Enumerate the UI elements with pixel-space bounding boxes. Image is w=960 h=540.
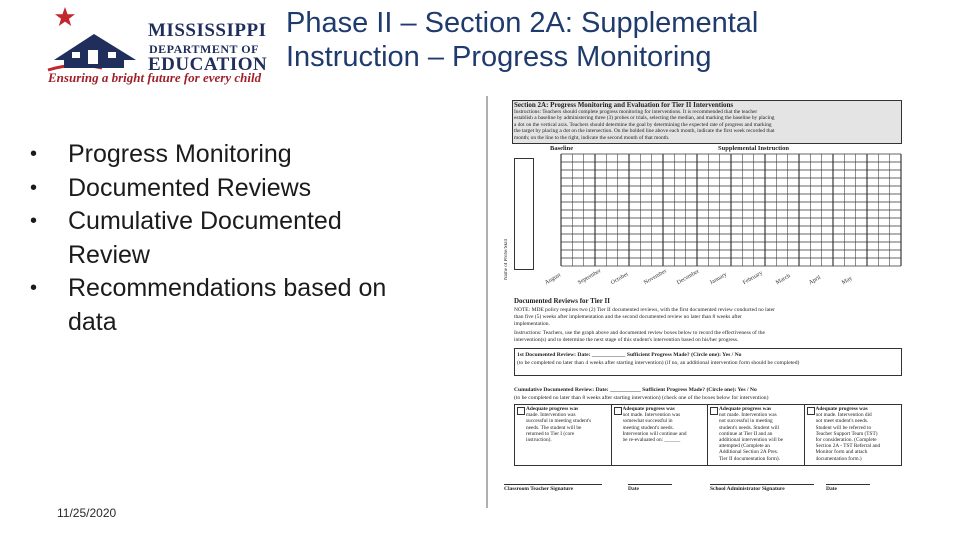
option-line: Adequate progress was xyxy=(815,406,868,412)
option-line: not successful in meeting xyxy=(719,418,773,425)
option-line: documentation form.) xyxy=(815,455,862,462)
bullet-text-continued: Review xyxy=(68,240,150,269)
slide-title xyxy=(286,6,926,74)
signature-label: Date xyxy=(628,486,639,492)
option-checkbox[interactable] xyxy=(807,407,815,415)
signature-line xyxy=(826,484,870,485)
month-label: February xyxy=(742,270,764,287)
month-label: August xyxy=(544,272,563,287)
first-review-line: 1st Documented Review: Date: ____________ Sufficient Progress Made? (Circle one): Yes / No xyxy=(517,352,742,358)
bullet-marker: • xyxy=(30,143,38,165)
bullet-marker: • xyxy=(30,277,38,299)
logo-tagline: Ensuring a bright future for every child xyxy=(48,70,262,85)
options-divider xyxy=(707,404,708,466)
slide-date: 11/25/2020 xyxy=(57,506,117,520)
option-checkbox[interactable] xyxy=(710,407,718,415)
bullet-item xyxy=(28,272,448,339)
signature-label: Date xyxy=(826,486,837,492)
bullet-item xyxy=(28,172,448,206)
logo-line-3: EDUCATION xyxy=(148,54,268,75)
option-line: Additional Section 2A Pres. xyxy=(719,449,779,456)
document-instruction-line: a dot on the vertical axis. Teachers should determine the goal by determining the expected rate of progress and marking xyxy=(514,121,772,128)
document-image xyxy=(486,96,906,508)
option-line: student's needs. Student will xyxy=(719,424,780,431)
option-line: continue at Tier II and an xyxy=(719,430,773,437)
signature-label: Classroom Teacher Signature xyxy=(504,486,574,492)
options-divider xyxy=(611,404,612,466)
month-label: November xyxy=(643,268,668,287)
option-line: for consideration. (Complete xyxy=(815,437,877,443)
reviews-note-line: than five (5) weeks after implementation and the second documented review no later than 8 weeks after xyxy=(514,314,742,320)
bullet-text: Progress Monitoring xyxy=(68,140,292,168)
reviews-instruction-line: intervention(s) and to determine the next stage of this student's intervention based on his/her progress. xyxy=(514,337,739,343)
option-line: Adequate progress was xyxy=(719,406,772,412)
signature-label: School Administrator Signature xyxy=(710,486,785,492)
bullet-item xyxy=(28,205,448,272)
month-label: January xyxy=(709,271,729,287)
signature-line xyxy=(628,484,672,485)
logo-line-1: MISSISSIPPI xyxy=(148,20,267,41)
option-line: not made. Intervention was xyxy=(622,412,681,419)
option-line: successful in meeting student's xyxy=(526,418,592,425)
reviews-instruction-line: Instructions: Teachers, use the graph above and documented review boxes below to record the effectiveness of the xyxy=(514,330,765,336)
document-instruction-line: month; on the line to the right, indicate the second month of that month. xyxy=(514,134,670,141)
document-instruction-line: Instructions: Teachers should complete progress monitoring for interventions. It is recommended that the teacher xyxy=(514,109,758,115)
month-label: December xyxy=(676,268,701,287)
progress-monitoring-grid xyxy=(560,153,902,267)
bullet-text-continued: data xyxy=(68,307,117,336)
option-line: Monitor form and attach xyxy=(815,449,868,456)
option-line: not made. Intervention did xyxy=(815,412,872,419)
option-line: instruction). xyxy=(526,437,552,443)
cumulative-review-line: (to be completed no later than 8 weeks after starting intervention) (check one of the boxes below for intervention) xyxy=(514,395,769,401)
option-line: Student will be referred to xyxy=(815,424,872,431)
baseline-label: Baseline xyxy=(550,145,574,152)
option-line: Adequate progress was xyxy=(526,406,579,412)
slide-title-line-1: Phase II – Section 2A: Supplemental xyxy=(286,7,759,39)
bullet-marker: • xyxy=(30,210,38,232)
first-review-line: (to be completed no later than 4 weeks after starting intervention) (if no, an additional intervention form should be completed) xyxy=(517,360,800,366)
option-checkbox[interactable] xyxy=(614,407,622,415)
signature-line xyxy=(504,484,602,485)
document-instruction-line: the target by placing a dot on the intersection. On the bolded line above each month, indicate the first week recorded that xyxy=(514,128,775,135)
option-line: made. Intervention was xyxy=(526,412,576,419)
month-label: April xyxy=(808,274,822,287)
supplemental-label: Supplemental Instruction xyxy=(718,145,789,152)
option-line: Tier II documentation form). xyxy=(719,455,780,462)
probe-skill-box xyxy=(514,158,534,270)
slide-title-line-2: Instruction – Progress Monitoring xyxy=(286,41,712,73)
bullet-text: Documented Reviews xyxy=(68,173,312,202)
option-line: needs. The student will be xyxy=(526,424,582,431)
option-line: not made. Intervention was xyxy=(719,412,777,419)
option-line: additional intervention will be xyxy=(719,437,783,443)
option-line: somewhat successful in xyxy=(622,418,673,425)
option-line: returned to Tier I (core xyxy=(526,430,575,437)
reviews-note-line: implementation. xyxy=(514,321,550,327)
bullet-marker: • xyxy=(30,176,38,199)
bullet-text: Cumulative Documented xyxy=(68,207,342,235)
option-line: attempted (Complete an xyxy=(719,443,770,450)
month-label: September xyxy=(577,268,603,287)
bullet-item xyxy=(28,138,448,172)
month-label: March xyxy=(775,273,792,287)
option-line: be re-evaluated on: ______ xyxy=(622,437,681,443)
logo-line-2: DEPARTMENT OF xyxy=(149,42,259,56)
mde-logo xyxy=(40,6,272,86)
month-label: October xyxy=(610,271,630,287)
option-line: not meet student's needs. xyxy=(815,418,869,425)
cumulative-review-line: Cumulative Documented Review: Date: ___________ Sufficient Progress Made? (Circle one): Yes / No xyxy=(514,387,757,393)
bullet-list xyxy=(28,138,448,339)
option-line: meeting student's needs. xyxy=(622,424,674,431)
option-line: Teacher Support Team (TST) xyxy=(815,430,878,437)
signature-line xyxy=(710,484,814,485)
month-label: May xyxy=(841,275,854,287)
probe-skill-label: Name of Probe/Skill xyxy=(504,238,509,280)
document-instruction-line: establish a baseline by administering three (3) probes or trials, selecting the median, and marking the baseline by placing xyxy=(514,115,775,122)
schoolhouse-icon xyxy=(44,20,144,76)
option-line: Adequate progress was xyxy=(622,406,675,412)
option-line: Intervention will continue and xyxy=(622,430,687,437)
document-left-border xyxy=(486,96,488,508)
reviews-heading: Documented Reviews for Tier II xyxy=(514,297,610,305)
reviews-note-line: NOTE: MDE policy requires two (2) Tier II documented reviews, with the first documented review conducted no later xyxy=(514,307,775,313)
document-heading: Section 2A: Progress Monitoring and Evaluation for Tier II Interventions xyxy=(514,101,734,109)
option-checkbox[interactable] xyxy=(517,407,525,415)
bullet-text: Recommendations based on xyxy=(68,274,387,302)
option-line: Section 2A - TST Referral and xyxy=(815,443,881,450)
options-divider xyxy=(804,404,805,466)
